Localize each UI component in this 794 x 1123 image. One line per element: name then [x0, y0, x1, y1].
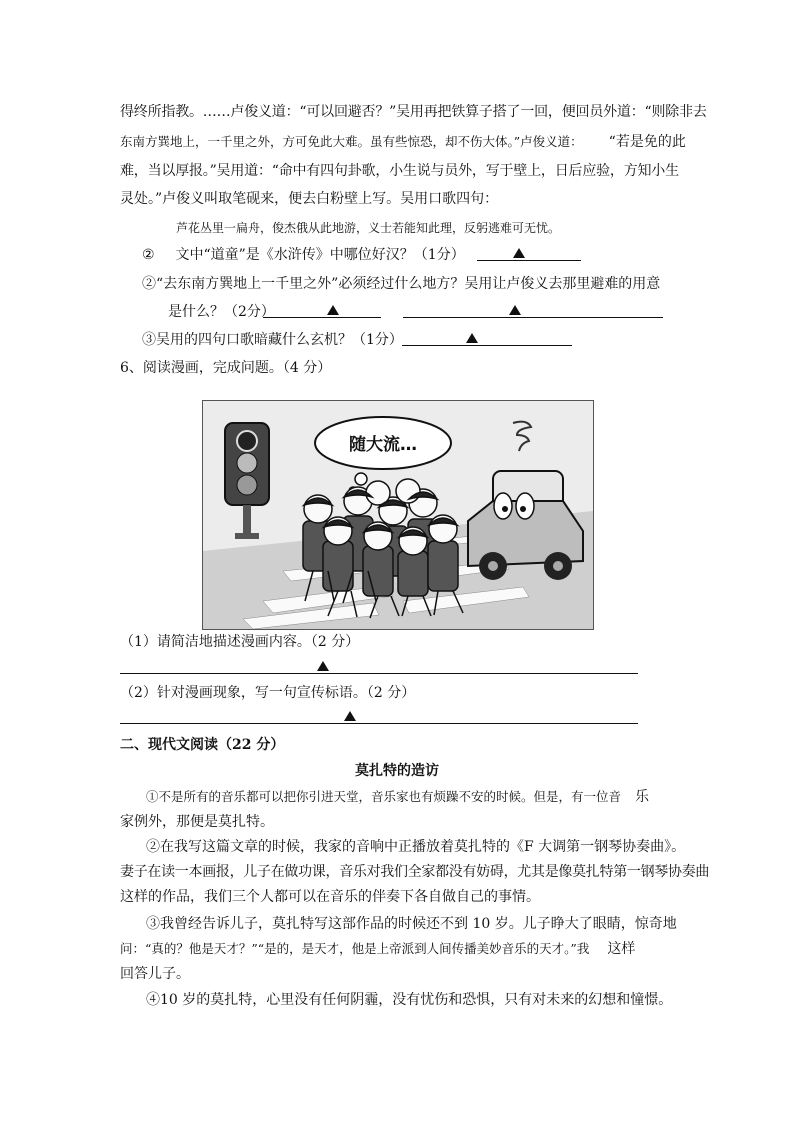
- passage-line-3: 难，当以厚报。”吴用道：“命中有四句卦歌，小生说与员外，写于壁上，日后应验，方知小生: [120, 163, 679, 179]
- paragraph-3-line-3: 回答儿子。: [120, 966, 190, 982]
- passage-line-4: 灵处。”卢俊义叫取笔砚来，便去白粉壁上写。吴用口歌四句：: [120, 191, 499, 207]
- paragraph-1-tail: 乐: [635, 789, 650, 805]
- cartoon-image: [202, 400, 594, 630]
- passage-line-2: [120, 132, 686, 152]
- question-2-cont: 是什么？（2分）: [168, 304, 275, 320]
- cartoon-drawing: [203, 401, 593, 629]
- triangle-marker-icon: [327, 305, 339, 315]
- paragraph-3-line-2: [120, 939, 635, 959]
- triangle-marker-icon: [513, 248, 525, 258]
- question-1: [142, 245, 465, 265]
- question-3: ③吴用的四句口歌暗藏什么玄机？（1分）: [142, 332, 403, 348]
- paragraph-1-text: ①不是所有的音乐都可以把你引进天堂，音乐家也有烦躁不安的时候。但是，有一位音: [146, 789, 622, 804]
- poem-line: 芦花丛里一扁舟，俊杰俄从此地游，义士若能知此理，反躬逃难可无忧。: [176, 221, 561, 235]
- paragraph-3-text: 问：“真的？他是天才？”“是的，是天才，他是上帝派到人间传播美妙音乐的天才。”我: [120, 941, 590, 956]
- triangle-marker-icon: [466, 333, 478, 343]
- bubble-text: 随大流…: [349, 435, 417, 455]
- paragraph-3-line-1: ③我曾经告诉儿子，莫扎特写这部作品的时候还不到 10 岁。儿子睁大了眼睛，惊奇地: [146, 916, 677, 932]
- triangle-marker-icon: [317, 661, 329, 671]
- passage-line-2-b: “若是免的此: [608, 134, 686, 150]
- answer-blank-q2a[interactable]: [263, 303, 381, 318]
- triangle-marker-icon: [344, 711, 356, 721]
- paragraph-2-line-1: ②在我写这篇文章的时候，我家的音响中正播放着莫扎特的《F 大调第一钢琴协奏曲》。: [146, 839, 686, 855]
- triangle-marker-icon: [509, 305, 521, 315]
- question-2: ②“去东南方巽地上一千里之外”必须经过什么地方？吴用让卢俊义去那里避难的用意: [142, 276, 661, 292]
- question-6-2: （2）针对漫画现象，写一句宣传标语。（2 分）: [120, 685, 416, 701]
- answer-blank-q1[interactable]: [477, 246, 581, 261]
- passage-line-2-a: 东南方巽地上，一千里之外，方可免此大难。虽有些惊恐，却不伤大体。”卢俊义道：: [120, 134, 583, 149]
- section-2-heading: 二、现代文阅读（22 分）: [120, 737, 285, 753]
- paragraph-4-line-1: ④10 岁的莫扎特，心里没有任何阴霾，没有忧伤和恐惧，只有对未来的幻想和憧憬。: [146, 992, 673, 1008]
- answer-line-6-2[interactable]: [120, 709, 638, 724]
- question-1-number: ②: [142, 247, 155, 263]
- question-6-1: （1）请简洁地描述漫画内容。（2 分）: [120, 634, 360, 650]
- question-6-title: 6、阅读漫画，完成问题。（4 分）: [120, 360, 332, 376]
- paragraph-1-line-2: 家例外，那便是莫扎特。: [120, 814, 274, 830]
- answer-line-6-1[interactable]: [120, 659, 638, 674]
- passage-line-1: 得终所指教。……卢俊义道：“可以回避否？”吴用再把铁算子搭了一回，便回员外道：“则除非去: [120, 104, 707, 120]
- paragraph-2-line-3: 这样的作品，我们三个人都可以在音乐的伴奏下各自做自己的事情。: [120, 889, 540, 905]
- question-1-text: 文中“道童”是《水浒传》中哪位好汉？（1分）: [175, 247, 465, 263]
- paragraph-1-line-1: [146, 787, 649, 807]
- paragraph-3-tail: 这样: [607, 941, 636, 957]
- answer-blank-q3[interactable]: [402, 331, 572, 346]
- paragraph-2-line-2: 妻子在读一本画报，儿子在做功课，音乐对我们全家都没有妨碍，尤其是像莫扎特第一钢琴协奏曲: [120, 864, 710, 880]
- answer-blank-q2b[interactable]: [403, 303, 663, 318]
- article-title: 莫扎特的造访: [355, 763, 439, 779]
